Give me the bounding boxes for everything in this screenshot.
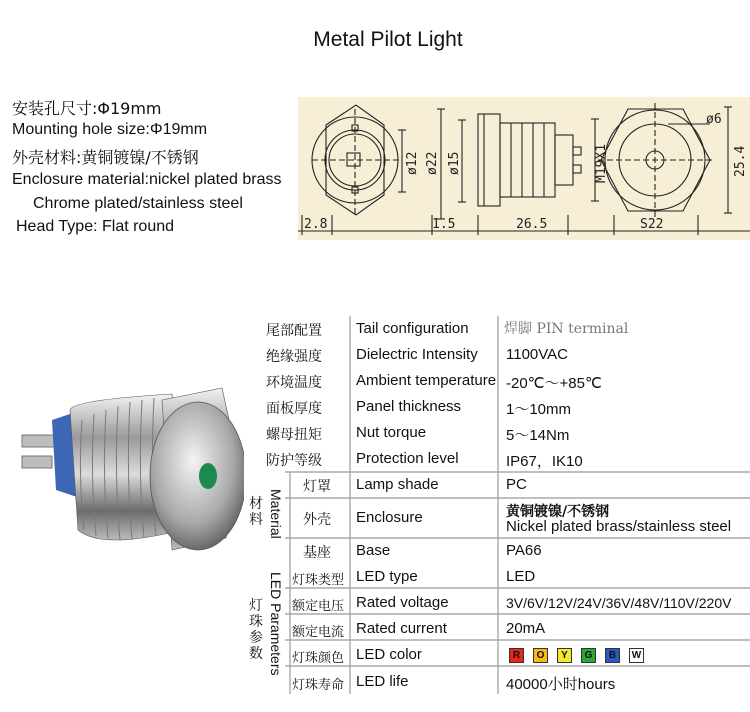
row-dielectric-value: 1100VAC [506,346,568,363]
row-voltage-cn: 额定电压 [292,599,345,614]
material-group-en: Material [268,489,284,539]
row-ledtype-value: LED [506,568,536,585]
row-protection-en: Protection level [356,450,459,467]
row-life-value: 40000小时hours [506,676,616,693]
led-color-swatch: G [581,648,596,663]
row-panel-en: Panel thickness [356,398,462,415]
row-ledtype-en: LED type [356,568,418,585]
row-enclosure-en: Enclosure [356,509,423,526]
dim-s22: S22 [640,217,664,232]
row-dielectric-en: Dielectric Intensity [356,346,478,363]
led-color-swatch: R [509,648,524,663]
row-protection-cn: 防护等级 [266,453,322,469]
spec-enclosure-cn: 外壳材料:黄铜镀镍/不锈钢 [12,148,199,167]
row-lampshade-en: Lamp shade [356,476,439,493]
spec-chrome-en: Chrome plated/stainless steel [33,195,243,212]
row-tail-value: 焊脚 PIN terminal [504,321,629,337]
row-voltage-value: 3V/6V/12V/24V/36V/48V/110V/220V [506,595,732,611]
side-head [478,114,500,206]
row-base-cn: 基座 [303,545,331,561]
dim-d12: ø12 [405,151,420,175]
side-body [500,123,555,197]
row-life-en: LED life [356,673,409,690]
row-tail-cn: 尾部配置 [266,323,322,339]
material-group-cn: 材料 [249,496,263,528]
row-color-en: LED color [356,646,422,663]
row-ambient-value: -20℃～+85℃ [506,375,602,392]
product-photo [12,380,244,590]
spec-mount-cn: 安装孔尺寸:Φ19mm [12,99,162,118]
spec-head-en: Head Type: Flat round [16,218,175,235]
row-base-en: Base [356,542,391,559]
spec-mount-en: Mounting hole size:Φ19mm [12,121,208,138]
spec-enclosure-en: Enclosure material:nickel plated brass [12,171,282,188]
row-torque-value: 5～14Nm [506,427,570,444]
led-color-swatch: O [533,648,548,663]
technical-drawing [298,97,750,240]
row-enclosure-cn: 外壳 [303,512,331,528]
led-group-en: LED Parameters [268,572,284,676]
row-lampshade-value: PC [506,476,527,493]
row-base-value: PA66 [506,542,542,559]
row-ambient-en: Ambient temperature [356,372,497,389]
row-color-cn: 灯珠颜色 [292,651,345,666]
row-ledtype-cn: 灯珠类型 [292,573,345,588]
spec-table [244,316,750,696]
page-title: Metal Pilot Light [313,28,463,51]
led-group-cn: 灯珠参数 [249,598,263,662]
led-dot [199,463,217,489]
dim-d6: ø6 [706,112,722,127]
row-panel-value: 1～10mm [506,401,572,418]
row-torque-en: Nut torque [356,424,427,441]
dim-w15: 1.5 [432,217,456,232]
dim-h254: 25.4 [733,145,748,177]
row-enclosure-value-cn: 黄铜镀镍/不锈钢 [506,504,610,520]
row-life-cn: 灯珠寿命 [292,678,345,693]
dim-d22: ø22 [425,151,440,175]
row-current-value: 20mA [506,620,546,637]
led-color-swatch: Y [557,648,572,663]
row-ambient-cn: 环境温度 [266,375,322,391]
row-current-en: Rated current [356,620,447,637]
row-tail-en: Tail configuration [356,320,469,337]
row-current-cn: 额定电流 [292,625,345,640]
row-dielectric-cn: 绝缘强度 [266,349,322,365]
row-panel-cn: 面板厚度 [266,401,322,417]
dim-m19: M19X1 [594,143,609,183]
dim-d15: ø15 [447,151,462,175]
drawing-svg [298,97,750,240]
dim-w265: 26.5 [516,217,548,232]
row-torque-cn: 螺母扭矩 [266,427,322,443]
led-color-swatch: W [629,648,644,663]
row-voltage-en: Rated voltage [356,594,449,611]
row-enclosure-value-en: Nickel plated brass/stainless steel [506,518,732,535]
row-protection-value: IP67，IK10 [506,453,583,470]
dim-w28: 2.8 [304,217,328,232]
led-color-swatch: B [605,648,620,663]
row-lampshade-cn: 灯罩 [303,479,331,495]
